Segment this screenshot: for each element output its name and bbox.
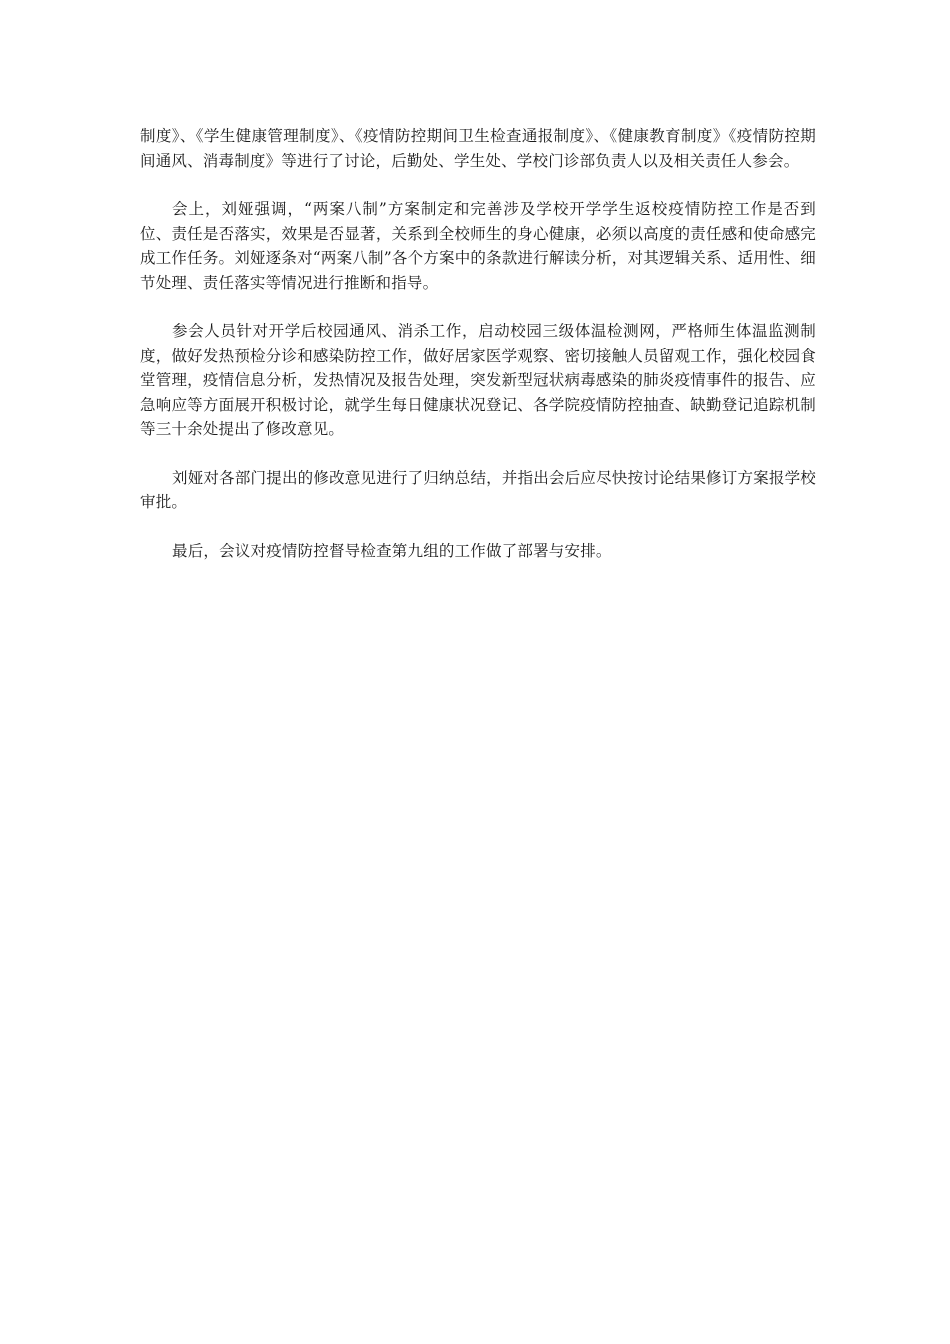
paragraph-summary: 刘娅对各部门提出的修改意见进行了归纳总结，并指出会后应尽快按讨论结果修订方案报学校审批。 — [140, 468, 816, 511]
paragraph-continuation: 制度》、《学生健康管理制度》、《疫情防控期间卫生检查通报制度》、《健康教育制度》《疫情防控期间通风、消毒制度》等进行了讨论，后勤处、学生处、学校门诊部负责人以及相关责任人参会。 — [140, 127, 816, 170]
paragraph-meeting-emphasis: 会上，刘娅强调，“两案八制”方案制定和完善涉及学校开学学生返校疫情防控工作是否到位、责任是否落实，效果是否显著，关系到全校师生的身心健康，必须以高度的责任感和使命感完成工作任务。刘娅逐条对“两案八制”各个方案中的条款进行解读分析，对其逻辑关系、适用性、细节处理、责任落实等情况进行推断和指导。 — [140, 200, 816, 292]
paragraph-discussion: 参会人员针对开学后校园通风、消杀工作，启动校园三级体温检测网，严格师生体温监测制度，做好发热预检分诊和感染防控工作，做好居家医学观察、密切接触人员留观工作，强化校园食堂管理，疫情信息分析，发热情况及报告处理，突发新型冠状病毒感染的肺炎疫情事件的报告、应急响应等方面展开积极讨论，就学生每日健康状况登记、各学院疫情防控抽查、缺勤登记追踪机制等三十余处提出了修改意见。 — [140, 322, 816, 438]
paragraph-closing: 最后，会议对疫情防控督导检查第九组的工作做了部署与安排。 — [172, 541, 612, 560]
document-body — [140, 124, 816, 587]
